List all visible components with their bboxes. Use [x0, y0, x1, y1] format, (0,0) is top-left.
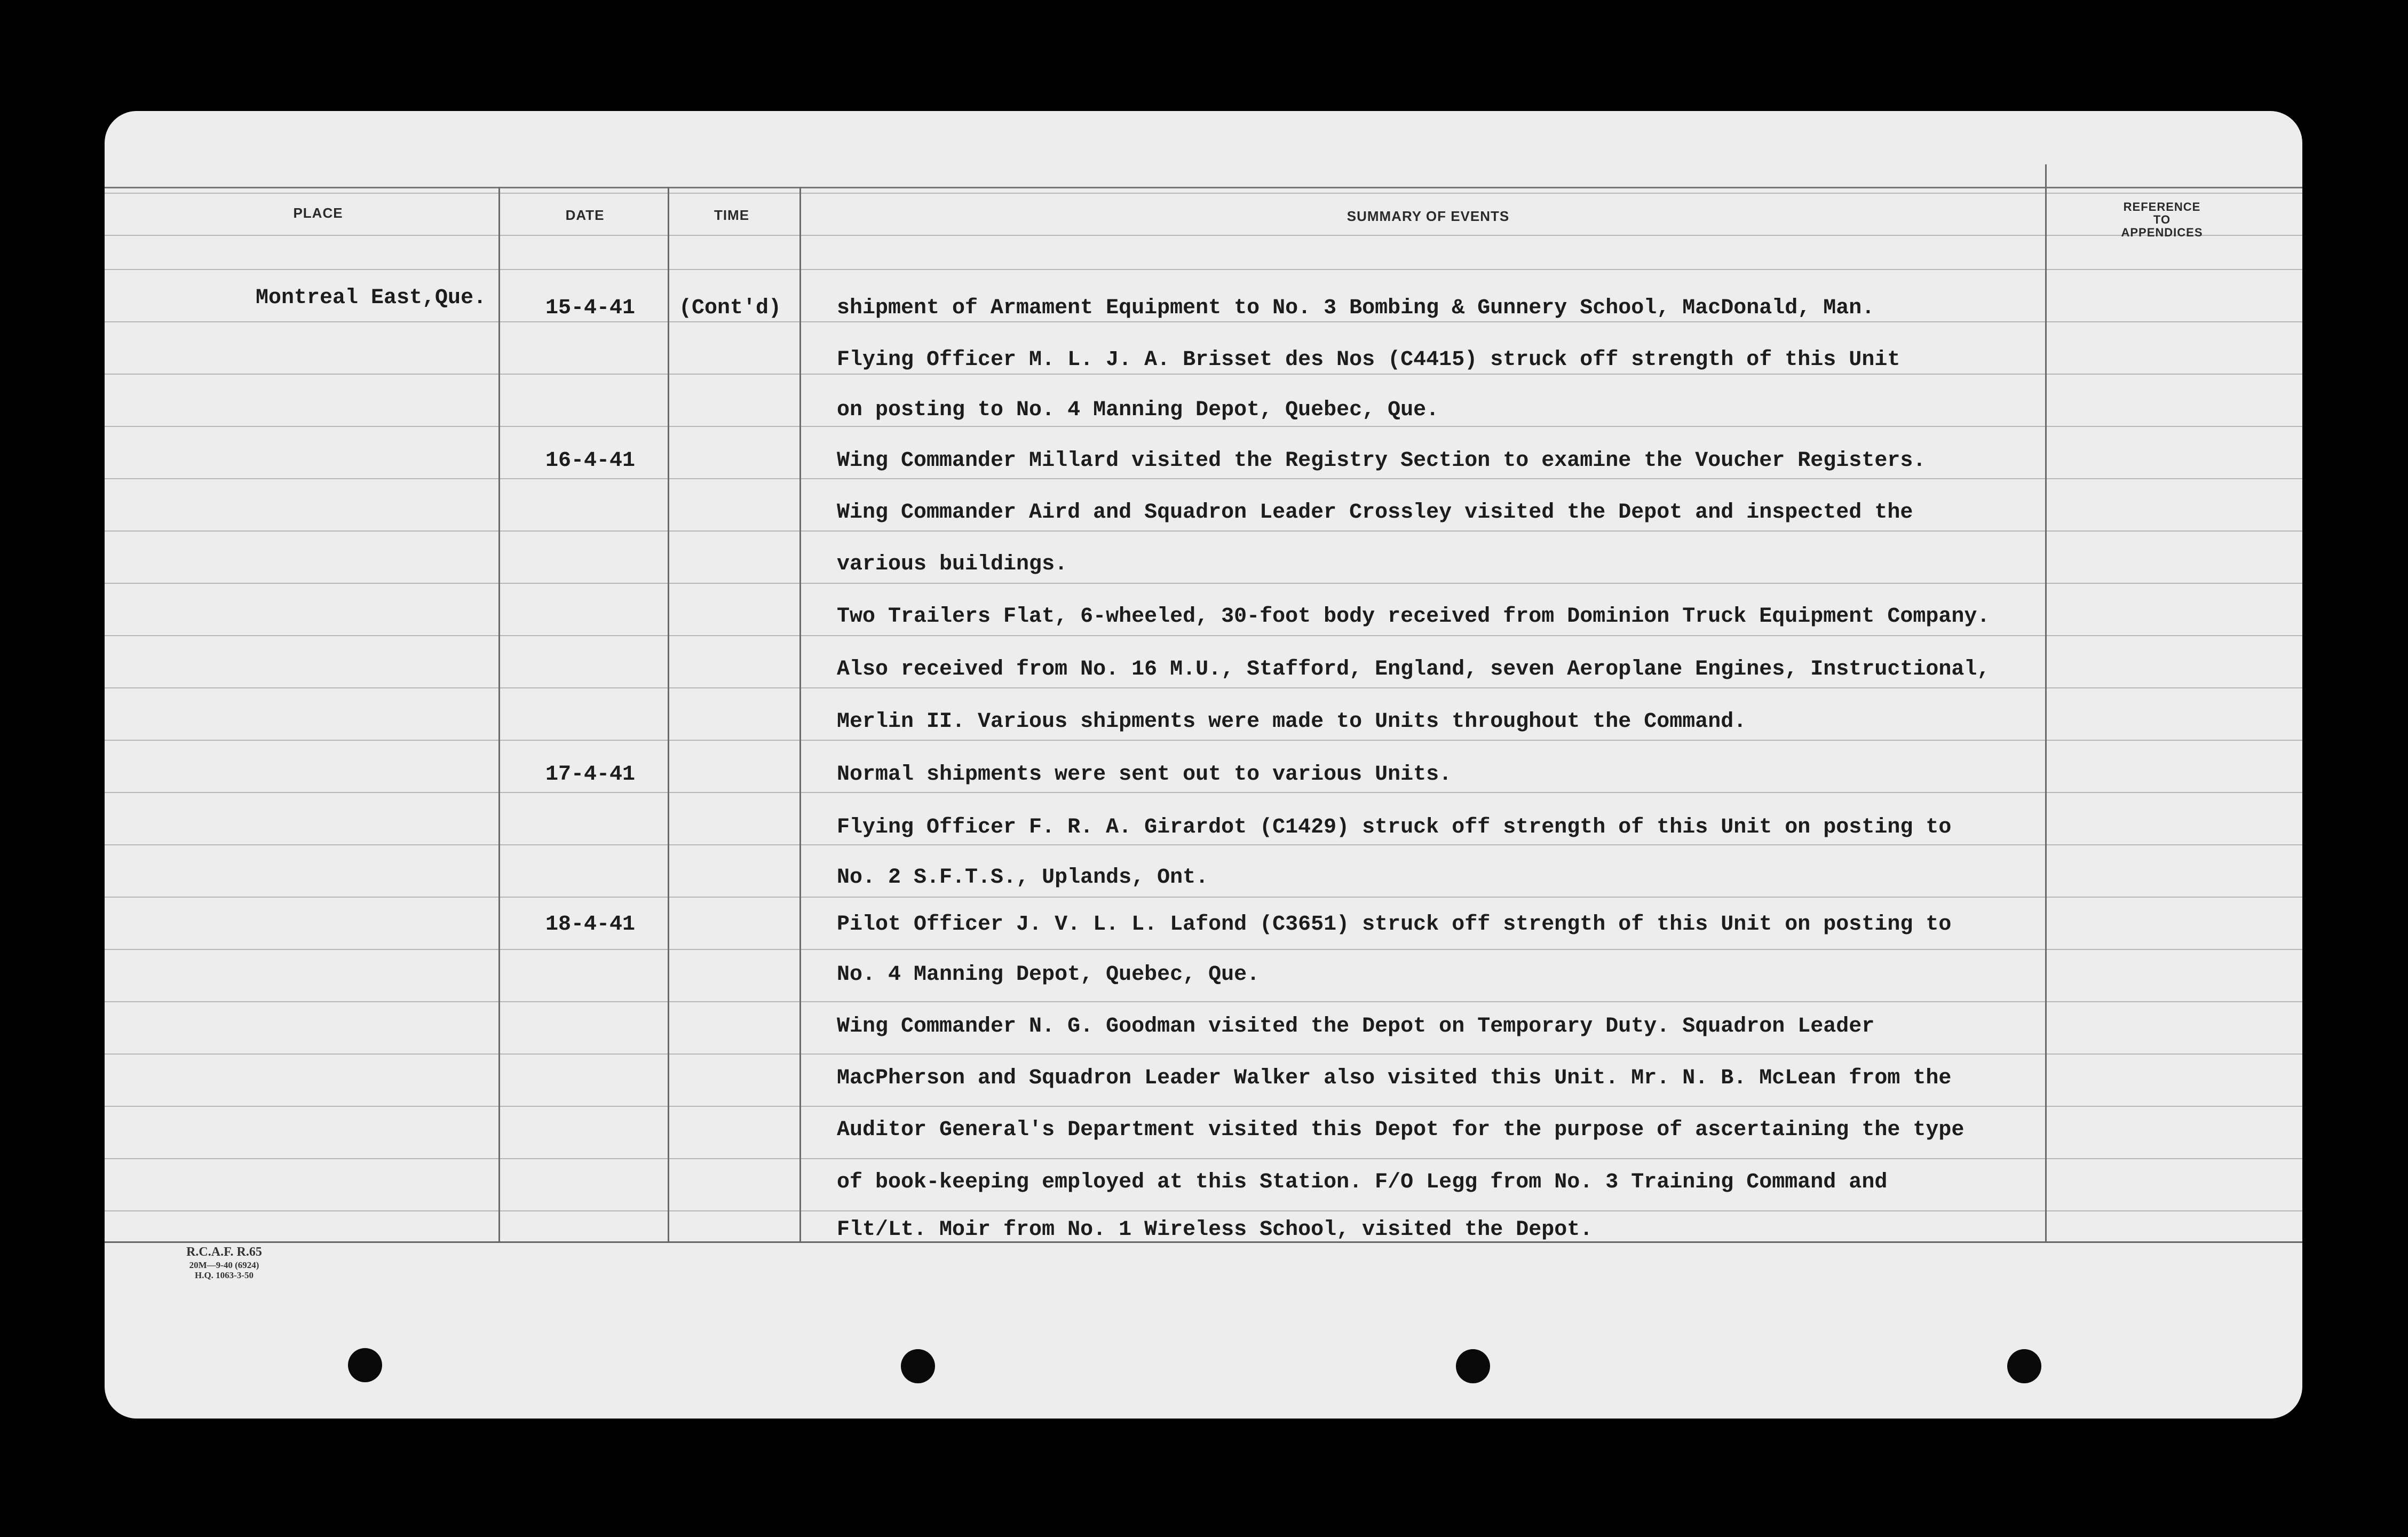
- event-line: Merlin II. Various shipments were made to Units throughout the Command.: [837, 710, 1747, 734]
- event-line: on posting to No. 4 Manning Depot, Quebec, Que.: [837, 398, 1439, 422]
- entry-place: Montreal East,Que.: [256, 286, 487, 310]
- rule: [105, 235, 2302, 236]
- column-divider: [668, 187, 669, 1241]
- event-line: Two Trailers Flat, 6-wheeled, 30-foot body received from Dominion Truck Equipment Company.: [837, 605, 1990, 629]
- rule: [105, 792, 2302, 793]
- rule: [105, 269, 2302, 270]
- event-line: shipment of Armament Equipment to No. 3 Bombing & Gunnery School, MacDonald, Man.: [837, 296, 1875, 320]
- form-hq-ref: H.Q. 1063-3-50: [194, 1270, 254, 1281]
- column-divider: [799, 187, 801, 1241]
- event-line: Normal shipments were sent out to various Units.: [837, 763, 1452, 787]
- rule: [105, 530, 2302, 532]
- event-line: Flying Officer F. R. A. Girardot (C1429) struck off strength of this Unit on posting to: [837, 815, 1952, 839]
- rule: [105, 193, 2302, 194]
- rule: [105, 844, 2302, 845]
- rule: [105, 478, 2302, 479]
- rule: [105, 1210, 2302, 1211]
- rule: [105, 374, 2302, 375]
- rule: [105, 687, 2302, 688]
- event-line: Flt/Lt. Moir from No. 1 Wireless School, visited the Depot.: [837, 1218, 1593, 1242]
- form-number: R.C.A.F. R.65: [186, 1245, 262, 1259]
- header-summary: SUMMARY OF EVENTS: [1346, 208, 1510, 224]
- event-line: Pilot Officer J. V. L. L. Lafond (C3651) struck off strength of this Unit on posting to: [837, 913, 1952, 937]
- event-line: Wing Commander Millard visited the Registry Section to examine the Voucher Registers.: [837, 449, 1926, 473]
- rule: [105, 897, 2302, 898]
- reference-word: REFERENCE: [2123, 200, 2201, 213]
- rule: [105, 1158, 2302, 1159]
- rule: [105, 949, 2302, 950]
- entry-date: 17-4-41: [545, 763, 636, 787]
- rule: [105, 740, 2302, 741]
- reference-word: TO: [2153, 213, 2171, 227]
- header-place: PLACE: [293, 205, 343, 221]
- entry-date: 18-4-41: [545, 913, 636, 937]
- binder-hole: [348, 1348, 382, 1382]
- event-line: Auditor General's Department visited this Depot for the purpose of ascertaining the type: [837, 1118, 1965, 1142]
- entry-date: 15-4-41: [545, 296, 636, 320]
- event-line: of book-keeping employed at this Station. F/O Legg from No. 3 Training Command and: [837, 1170, 1888, 1194]
- reference-word: APPENDICES: [2121, 226, 2203, 240]
- top-rule: [105, 187, 2302, 188]
- rule: [105, 1053, 2302, 1055]
- entry-date: 16-4-41: [545, 449, 636, 473]
- form-print-run: 20M—9-40 (6924): [189, 1259, 259, 1270]
- event-line: No. 4 Manning Depot, Quebec, Que.: [837, 963, 1260, 987]
- rule: [105, 321, 2302, 322]
- event-line: various buildings.: [837, 552, 1068, 576]
- rule: [105, 583, 2302, 584]
- header-reference: [2085, 201, 2239, 240]
- column-divider: [498, 187, 500, 1241]
- binder-hole: [2007, 1349, 2041, 1383]
- binder-hole: [901, 1349, 935, 1383]
- entry-time: (Cont'd): [679, 296, 782, 320]
- rule: [105, 635, 2302, 636]
- event-line: Also received from No. 16 M.U., Stafford, England, seven Aeroplane Engines, Instructional,: [837, 657, 1990, 682]
- header-time: TIME: [714, 207, 750, 223]
- form-identifier: [160, 1245, 288, 1281]
- event-line: MacPherson and Squadron Leader Walker also visited this Unit. Mr. N. B. McLean from the: [837, 1066, 1952, 1090]
- event-line: Wing Commander N. G. Goodman visited the Depot on Temporary Duty. Squadron Leader: [837, 1015, 1875, 1039]
- event-line: Wing Commander Aird and Squadron Leader Crossley visited the Depot and inspected the: [837, 501, 1913, 525]
- event-line: No. 2 S.F.T.S., Uplands, Ont.: [837, 866, 1209, 890]
- rule: [105, 1106, 2302, 1107]
- column-divider: [2045, 164, 2047, 1241]
- rule: [105, 426, 2302, 427]
- event-line: Flying Officer M. L. J. A. Brisset des Nos (C4415) struck off strength of this Unit: [837, 348, 1900, 372]
- header-date: DATE: [565, 207, 605, 223]
- binder-hole: [1456, 1349, 1490, 1383]
- diary-sheet: [105, 111, 2302, 1419]
- rule: [105, 1001, 2302, 1002]
